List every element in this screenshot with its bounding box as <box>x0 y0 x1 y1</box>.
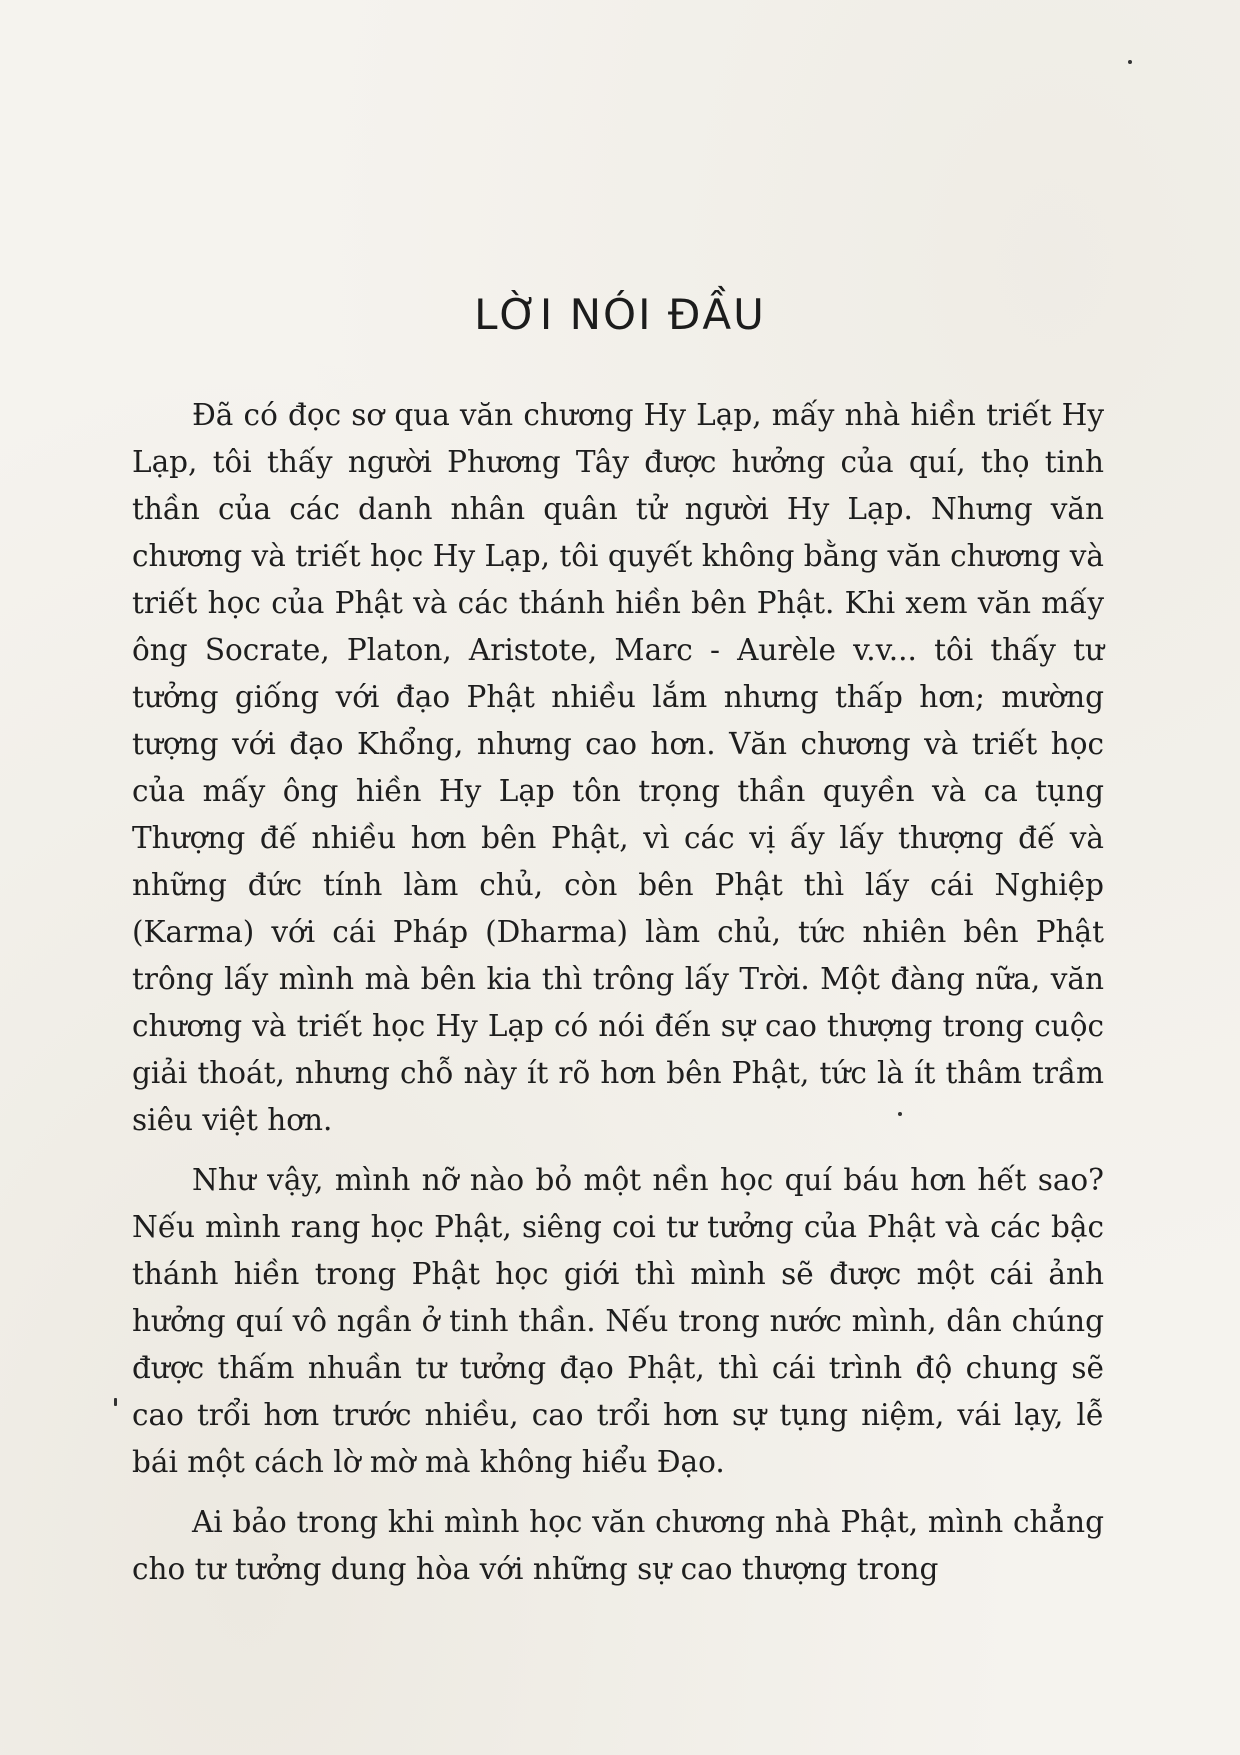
scan-speck <box>1128 60 1132 64</box>
body-text <box>132 392 1104 1606</box>
paragraph-3: Ai bảo trong khi mình học văn chương nhà Phật, mình chẳng cho tư tưởng dung hòa với những sự cao thượng trong <box>132 1505 1104 1586</box>
paragraph-1: Đã có đọc sơ qua văn chương Hy Lạp, mấy nhà hiền triết Hy Lạp, tôi thấy người Phương Tây được hưởng của quí, thọ tinh thần của các danh nhân quân tử người Hy Lạp. Nhưng văn chương và triết học Hy Lạp, tôi quyết không bằng văn chương và triết học của Phật và các thánh hiền bên Phật. Khi xem văn mấy ông Socrate, Platon, Aristote, Marc - Aurèle v.v... tôi thấy tư tưởng giống với đạo Phật nhiều lắm nhưng thấp hơn; mường tượng với đạo Khổng, nhưng cao hơn. Văn chương và triết học của mấy ông hiền Hy Lạp tôn trọng thần quyền và ca tụng Thượng đế nhiều hơn bên Phật, vì các vị ấy lấy thượng đế và những đức tính làm chủ, còn bên Phật thì lấy cái Nghiệp (Karma) với cái Pháp (Dharma) làm chủ, tức nhiên bên Phật trông lấy mình mà bên kia thì trông lấy Trời. Một đàng nữa, văn chương và triết học Hy Lạp có nói đến sự cao thượng trong cuộc giải thoát, nhưng chỗ này ít rõ hơn bên Phật, tức là ít thâm trầm siêu việt hơn. <box>132 398 1104 1137</box>
scan-speck <box>898 1112 902 1116</box>
page-title: LỜI NÓI ĐẦU <box>474 290 766 339</box>
paragraph-2: Như vậy, mình nỡ nào bỏ một nền học quí báu hơn hết sao? Nếu mình rang học Phật, siêng coi tư tưởng của Phật và các bậc thánh hiền trong Phật học giới thì mình sẽ được một cái ảnh hưởng quí vô ngần ở tinh thần. Nếu trong nước mình, dân chúng được thấm nhuần tư tưởng đạo Phật, thì cái trình độ chung sẽ cao trổi hơn trước nhiều, cao trổi hơn sự tụng niệm, vái lạy, lễ bái một cách lờ mờ mà không hiểu Đạo. <box>132 1163 1104 1479</box>
scan-speck <box>114 1398 117 1406</box>
